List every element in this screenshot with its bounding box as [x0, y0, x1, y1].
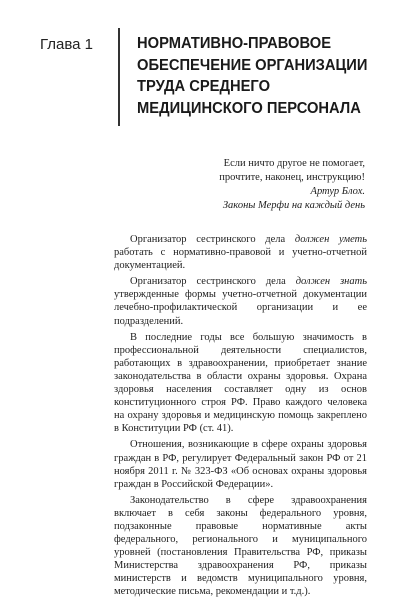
epigraph-source: Законы Мерфи на каждый день	[222, 200, 365, 211]
emphasis-text: должен уметь	[294, 234, 367, 245]
chapter-title-line: ТРУДА СРЕДНЕГО	[137, 78, 271, 95]
paragraph-5: Законодательство в сфере здравоохранения включает в себя законы федерального уровня, подзаконные правовые нормативные акты федерального, регионального и муниципального уровней (постановления Правительства РФ, приказы Министерства здравоохранения РФ, приказы министерств и ведомств муниципального уровня, методические письма, рекомендации и т.д.).	[114, 494, 367, 598]
epigraph-line: прочтите, наконец, инструкцию!	[219, 172, 365, 183]
body-text	[114, 233, 367, 602]
epigraph-author: Артур Блох.	[310, 186, 365, 197]
chapter-title-line: НОРМАТИВНО-ПРАВОВОЕ	[137, 35, 332, 52]
chapter-label: Глава 1	[40, 36, 94, 53]
epigraph	[145, 157, 365, 213]
paragraph-text: работать с нормативно-правовой и учетно-отчетной документацией.	[114, 247, 367, 272]
paragraph-2	[114, 275, 367, 327]
paragraph-text: утвержденные формы учетно-отчетной документации лечебно-профилактической организации и ее подразделений.	[114, 289, 367, 327]
chapter-title-line: МЕДИЦИНСКОГО ПЕРСОНАЛА	[137, 99, 361, 117]
paragraph-text: Организатор сестринского дела	[130, 234, 295, 245]
paragraph-text: Организатор сестринского дела	[130, 276, 296, 288]
epigraph-line: Если ничто другое не помогает,	[223, 158, 365, 169]
chapter-title	[137, 33, 367, 119]
paragraph-1	[114, 233, 367, 272]
emphasis-text: должен знать	[295, 276, 367, 288]
chapter-title-line: ОБЕСПЕЧЕНИЕ ОРГАНИЗАЦИИ	[137, 56, 368, 74]
paragraph-3: В последние годы все большую значимость в профессиональной деятельности специалистов, работающих в здравоохранении, приобретает знание законодательства в области охраны здоровья. Охрана здоровья населения составляет одну из основ конституционного строя РФ. Право каждого человека на охрану здоровья и медицинскую помощь закреплено в Конституции РФ (ст. 41).	[114, 331, 367, 435]
paragraph-4: Отношения, возникающие в сфере охраны здоровья граждан в РФ, регулирует Федеральный закон РФ от 21 ноября 2011 г. № 323-ФЗ «Об основах охраны здоровья граждан в Российской Федерации».	[114, 439, 367, 490]
chapter-divider	[118, 28, 120, 126]
